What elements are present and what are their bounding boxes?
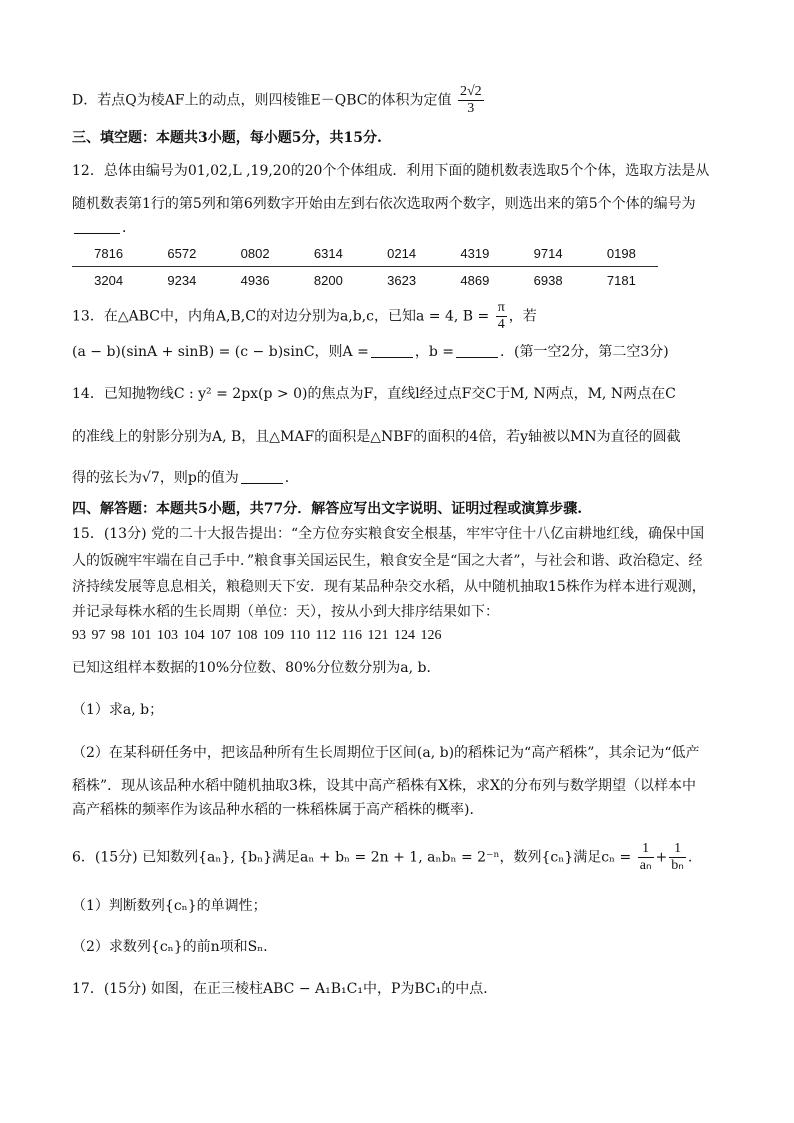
q16-line-1-text: 6．(15分) 已知数列{aₙ}, {bₙ}满足aₙ + bₙ = 2n + 1, aₙbₙ = 2⁻ⁿ，数列{cₙ}满足cₙ =: [72, 849, 632, 866]
table-cell: 6572: [145, 240, 218, 267]
table-cell: 7181: [606, 272, 636, 288]
q16-plus: +: [655, 849, 668, 866]
random-table-row-1: [72, 240, 658, 267]
q13-angle-fraction: $\frac{\pi}{4}$: [497, 300, 505, 332]
q15-part-2-line-3: 高产稻株的频率作为该品种水稻的一株稻株属于高产稻株的概率)．: [72, 802, 484, 818]
table-cell: 3623: [387, 272, 417, 288]
table-cell: 4869: [460, 272, 490, 288]
q13-blank-b: [456, 343, 498, 358]
q15-part-2-line-1: （2）在某科研任务中，把该品种所有生长周期位于区间(a, b)的稻株记为“高产稻株”，其余记为“低产: [72, 745, 700, 761]
q12-line-3: [72, 218, 136, 238]
q14-answer-blank: [241, 469, 283, 484]
table-cell: 4936: [240, 272, 270, 288]
q15-sample-data: 93 97 98 101 103 104 107 108 109 110 112 116 121 124 126: [72, 628, 442, 643]
q14-line-3-text: 得的弦长为√7，则p的值为: [72, 470, 239, 486]
q13-line-1: [72, 300, 537, 333]
q15-line-1: 15．(13分) 党的二十大报告提出：“全方位夯实粮食安全根基，牢牢守住十八亿亩耕地红线，确保中国: [72, 526, 705, 542]
table-cell: 3204: [94, 272, 124, 288]
q13-line-2-mid: ，b =: [414, 344, 454, 360]
q14-line-3-end: ．: [284, 470, 299, 486]
section-3-heading: 三、填空题：本题共3小题，每小题5分，共15分.: [72, 130, 382, 146]
q11-option-d-text: D．若点Q为棱AF上的动点，则四棱锥E－QBC的体积为定值: [72, 92, 452, 109]
q13-line-2-end: ．(第一空2分，第二空3分): [500, 344, 669, 360]
q12-line-2: 随机数表第1行的第5列和第6列数字开始由左到右依次选取两个数字，则选出来的第5个个体的编号为: [72, 196, 696, 212]
q12-line-1: 12．总体由编号为01,02,L ,19,20的20个个体组成．利用下面的随机数表选取5个个体，选取方法是从: [72, 163, 710, 179]
table-cell: 7816: [72, 240, 145, 267]
q16-fraction-2: $\frac{1}{\text{bₙ}}$: [671, 841, 684, 873]
q15-line-5: 已知这组样本数据的10%分位数、80%分位数分别为a, b．: [72, 660, 441, 676]
q14-line-1: 14．已知抛物线C : y² = 2px(p > 0)的焦点为F，直线l经过点F交C于M, N两点，M, N两点在C: [72, 386, 676, 402]
q16-line-1-end: .: [687, 849, 693, 866]
q13-blank-a: [371, 343, 413, 358]
q15-part-1: （1）求a, b；: [72, 702, 164, 718]
q13-line-1-text: 13．在△ABC中，内角A,B,C的对边分别为a,b,c，已知a = 4, B =: [72, 308, 490, 325]
q12-line-3-end: ．: [122, 220, 136, 236]
table-cell: 9714: [512, 240, 585, 267]
q14-line-2: 的准线上的射影分别为A, B，且△MAF的面积是△NBF的面积的4倍，若y轴被以MN为直径的圆截: [72, 429, 681, 445]
table-cell: 0802: [219, 240, 292, 267]
q11-option-d: [72, 84, 486, 117]
q17-line-1: 17．(15分) 如图，在正三棱柱ABC − A₁B₁C₁中，P为BC₁的中点．: [72, 981, 498, 997]
q13-equation: (a − b)(sinA + sinB) = (c − b)sinC，则A =: [72, 344, 369, 360]
random-number-table: [72, 240, 658, 293]
table-cell: 6314: [292, 240, 365, 267]
q15-line-4: 并记录每株水稻的生长周期（单位：天），按从小到大排序结果如下：: [72, 604, 499, 620]
q16-part-2: （2）求数列{cₙ}的前n项和Sₙ．: [72, 939, 278, 955]
q16-line-1: [72, 841, 692, 874]
q16-fraction-1: $\frac{1}{\text{aₙ}}$: [639, 841, 652, 873]
q13-line-2: [72, 342, 669, 362]
table-cell: 9234: [167, 272, 197, 288]
table-cell: 0198: [585, 240, 658, 267]
q11-volume-fraction: $\frac{2√2}{3}$: [459, 84, 482, 116]
q15-line-2: 人的饭碗牢牢端在自己手中．”粮食事关国运民生，粮食安全是“国之大者”，与社会和谐、政治稳定、经: [72, 553, 703, 569]
q15-line-3: 济持续发展等息息相关，粮稳则天下安．现有某品种杂交水稻，从中随机抽取15株作为样本进行观测，: [72, 579, 706, 595]
q13-line-1-end: ，若: [508, 308, 537, 325]
q15-part-2-line-2: 稻株”．现从该品种水稻中随机抽取3株，设其中高产稻株有X株，求X的分布列与数学期望（以样本中: [72, 778, 696, 794]
table-cell: 4319: [438, 240, 511, 267]
random-table-row-2: [72, 267, 658, 294]
table-cell: 8200: [313, 272, 343, 288]
q16-part-1: （1）判断数列{cₙ}的单调性；: [72, 898, 267, 914]
table-cell: 0214: [365, 240, 438, 267]
q12-answer-blank: [74, 219, 120, 234]
table-cell: 6938: [533, 272, 563, 288]
section-4-heading: 四、解答题：本题共5小题，共77分．解答应写出文字说明、证明过程或演算步骤.: [72, 501, 583, 517]
q14-line-3: [72, 468, 299, 488]
